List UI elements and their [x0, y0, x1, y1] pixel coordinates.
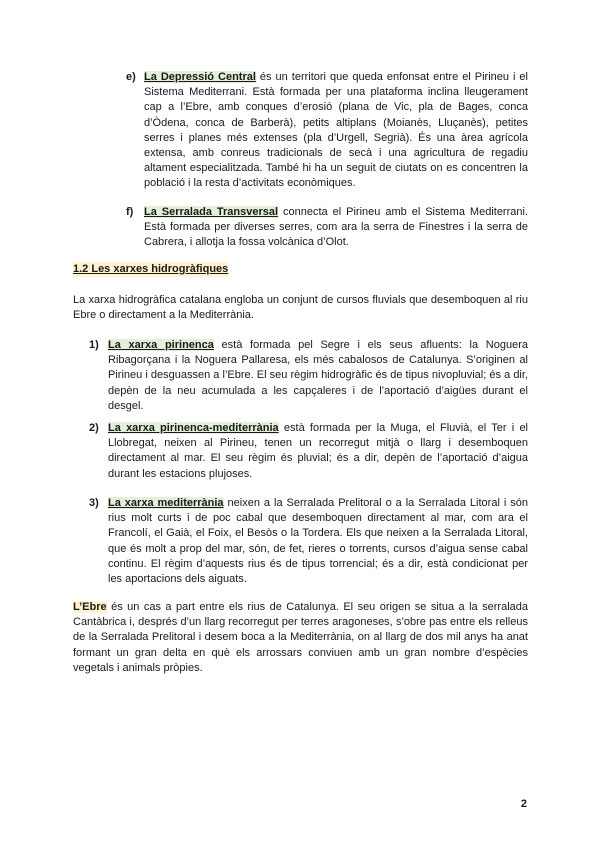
list-marker: 1) — [89, 339, 99, 351]
list-item-text: connecta el Pirineu amb el Sistema Mediterrani. Està formada per diverses serres, com ara la serra de Finestres i la serra de Cabrera, i allotja la fossa volcànica d’Olot. — [144, 206, 528, 249]
list-item-text: està formada per la Muga, el Fluvià, el Ter i el Llobregat, neixen al Pirineu, tenen un recorregut mitjà o llarg i desemboquen directament al mar. El seu règim és pluvial; és a dir, depèn de l’aportació d’aigua durant les estacions plujoses. — [108, 422, 529, 480]
list-item-text: neixen a la Serralada Prelitoral o a la Serralada Litoral i són rius molt curts i de poc cabal que desemboquen directament al mar, com ara el Francolí, el Gaià, el Foix, el Besòs o la Tordera. Els que neixen a la Serralada Litoral, que és molt a prop del mar, són, de fet, rieres o torrents, cursos d’aigua sense cabal continu. El règim d’aquests rius és de tipus torrencial; és a dir, està condicionat per les aportacions dels aiguats. — [108, 497, 529, 586]
term-xarxa-mediterrania: La xarxa mediterrània — [108, 497, 224, 509]
list-item-text: està formada pel Segre i els seus afluents: la Noguera Ribagorçana i la Noguera Pallaresa, els més cabalosos de Catalunya. S’originen al Pirineu i desguassen a l’Ebre. El seu règim hidrogràfic és de tipus nivopluvial; és a dir, depèn de la neu acumulada a les capçaleres i de l’aportació d’aigües durant el desgel. — [108, 339, 528, 412]
intro-paragraph: La xarxa hidrogràfica catalana engloba un conjunt de cursos fluvials que desemboquen al riu Ebre o directament a la Mediterrània. — [73, 294, 528, 322]
term-ebre: L’Ebre — [73, 601, 107, 613]
term-serralada-transversal: La Serralada Transversal — [144, 206, 279, 218]
term-xarxa-pirinenca: La xarxa pirinenca — [108, 339, 214, 351]
term-xarxa-pirinenca-mediterrania: La xarxa pirinenca-mediterrània — [108, 422, 279, 434]
list-marker: e) — [126, 71, 136, 83]
list-marker: 3) — [89, 497, 99, 509]
page-number: 2 — [520, 798, 527, 810]
list-item-depressio-central — [144, 70, 528, 192]
ebre-text: és un cas a part entre els rius de Catalunya. El seu origen se situa a la serralada Cantàbrica i, després d’un llarg recorregut per terres aragoneses, s’obre pas entre els relleus de la Serralada Prelitoral i desem boca a la Mediterrània, on al llarg de dos mil anys ha anat formant un gran delta en què els arrossars conviuen amb un gran nombre d’espècies vegetals i animals pròpies. — [73, 601, 528, 674]
list-item-text: és un territori que queda enfonsat entre el Pirineu i el Sistema Mediterrani. Està formada per una plataforma inclina lleugerament cap a l’Ebre, amb conques d’erosió (plana de Vic, pla de Bages, conca d’Òdena, conca de Barberà), petits altiplans (Moianès, Lluçanès), petites serres i planes més extenses (pla d’Urgell, Segrià). És una àrea agrícola extensa, amb conreus tradicionals de secà i una agricultura de regadiu altament especialitzada. També hi ha un seguit de ciutats on es concentren la població i la resta d’activitats econòmiques. — [144, 71, 528, 190]
section-heading: 1.2 Les xarxes hidrogràfiques — [73, 262, 228, 277]
list-marker: f) — [126, 206, 134, 218]
list-marker: 2) — [89, 422, 99, 434]
list-item-xarxa-mediterrania — [108, 496, 528, 587]
ebre-paragraph — [73, 600, 528, 676]
list-item-xarxa-pirinenca — [108, 338, 528, 414]
list-item-xarxa-pirinenca-mediterrania — [108, 421, 528, 482]
term-depressio-central: La Depressió Central — [144, 71, 256, 83]
list-item-serralada-transversal — [144, 205, 528, 251]
